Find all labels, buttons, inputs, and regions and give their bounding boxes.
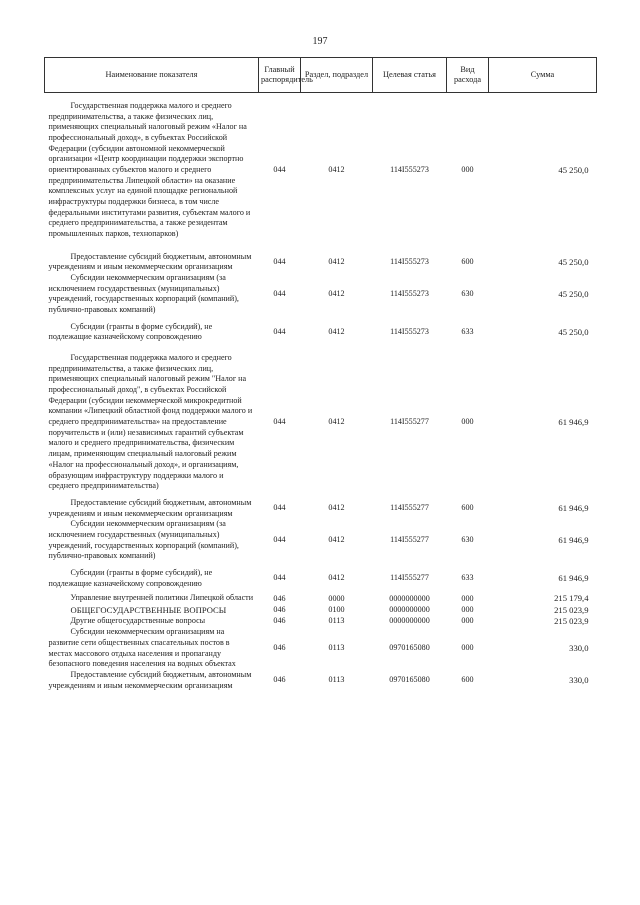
table-row <box>45 252 597 273</box>
row-section: 0113 <box>328 616 345 626</box>
row-section: 0412 <box>328 257 345 267</box>
row-target: 114I555273 <box>390 327 429 337</box>
row-admin: 044 <box>273 257 286 267</box>
row-target: 0970165080 <box>389 675 430 685</box>
table-row <box>45 627 597 670</box>
row-target: 114I555277 <box>390 573 429 583</box>
row-section: 0412 <box>328 327 345 337</box>
row-admin: 046 <box>273 604 286 614</box>
row-name: Субсидии некоммерческим организациям (за исключением государственных (муниципальных) учреждений, государственных корпораций (компаний), публично-правовых компаний) <box>48 519 239 561</box>
table-row <box>45 605 597 616</box>
row-section: 0412 <box>328 417 345 427</box>
row-amount: 61 946,9 <box>558 416 589 427</box>
table-row <box>45 593 597 604</box>
row-amount: 215 023,9 <box>554 604 589 615</box>
row-exp-type: 630 <box>461 535 474 545</box>
table-row <box>45 519 597 562</box>
row-amount: 330,0 <box>569 674 589 685</box>
row-exp-type: 600 <box>461 257 474 267</box>
row-admin: 044 <box>273 327 286 337</box>
row-name: Другие общегосударственные вопросы <box>70 615 206 625</box>
row-admin: 046 <box>273 643 286 653</box>
row-amount: 61 946,9 <box>558 502 589 513</box>
row-section: 0412 <box>328 503 345 513</box>
row-admin: 046 <box>273 675 286 685</box>
row-admin: 046 <box>273 616 286 626</box>
row-section: 0113 <box>328 643 345 653</box>
row-name: Предоставление субсидий бюджетным, автономным учреждениям и иным некоммерческим организациям <box>48 251 252 272</box>
row-amount: 330,0 <box>569 642 589 653</box>
row-target: 114I555273 <box>390 257 429 267</box>
row-target: 0000000000 <box>389 604 430 614</box>
row-name: Государственная поддержка малого и среднего предпринимательства, а также физических лиц, применяющих специальный налоговый режим «Налог на профессиональный доход», в субъектах Российской Федерации (субсидии автономной некоммерческой организации «Центр координации поддержки экспортно ориентированных субъектов малого и среднего предпринимательства Липецкой области» на оказание комплексных услуг на единой площадке региональной инфраструктуры поддержки бизнеса, в том числе федеральными институтами развития, субъектам малого и среднего предпринимательства, а также резидентам промышленных парков, технопарков) <box>48 101 251 239</box>
row-amount: 61 946,9 <box>558 572 589 583</box>
row-admin: 044 <box>273 503 286 513</box>
row-section: 0100 <box>328 604 345 614</box>
row-exp-type: 633 <box>461 327 474 337</box>
row-name: Субсидии (гранты в форме субсидий), не подлежащие казначейскому сопровождению <box>48 567 213 588</box>
row-exp-type: 000 <box>461 643 474 653</box>
header-name: Наименование показателя <box>45 58 259 93</box>
row-target: 114I555273 <box>390 165 429 175</box>
row-amount: 45 250,0 <box>558 256 589 267</box>
row-admin: 044 <box>273 165 286 175</box>
row-admin: 044 <box>273 289 286 299</box>
row-target: 114I555273 <box>390 289 429 299</box>
row-target: 0970165080 <box>389 643 430 653</box>
table-row <box>45 568 597 589</box>
row-amount: 215 023,9 <box>554 615 589 626</box>
row-admin: 044 <box>273 417 286 427</box>
row-exp-type: 000 <box>461 593 474 603</box>
row-amount: 45 250,0 <box>558 326 589 337</box>
row-admin: 044 <box>273 573 286 583</box>
table-row <box>45 616 597 627</box>
row-target: 114I555277 <box>390 535 429 545</box>
row-name: Субсидии некоммерческим организациям на развитие сети общественных спасательных постов в местах массового отдыха населения и пропаганду безопасного поведения населения на водных объектах <box>48 627 236 669</box>
header-section: Раздел, подраздел <box>301 58 373 93</box>
row-exp-type: 000 <box>461 616 474 626</box>
row-name: Субсидии (гранты в форме субсидий), не подлежащие казначейскому сопровождению <box>48 321 213 342</box>
row-section: 0000 <box>328 593 345 603</box>
row-admin: 044 <box>273 535 286 545</box>
row-section: 0412 <box>328 573 345 583</box>
header-target: Целевая статья <box>373 58 447 93</box>
table-row <box>45 101 597 240</box>
row-amount: 45 250,0 <box>558 288 589 299</box>
row-amount: 215 179,4 <box>554 593 589 604</box>
header-exp-type: Вид расхода <box>447 58 489 93</box>
table-row <box>45 273 597 316</box>
row-admin: 046 <box>273 593 286 603</box>
row-exp-type: 000 <box>461 417 474 427</box>
row-section: 0113 <box>328 675 345 685</box>
row-amount: 61 946,9 <box>558 534 589 545</box>
row-target: 114I555277 <box>390 503 429 513</box>
row-exp-type: 633 <box>461 573 474 583</box>
row-amount: 45 250,0 <box>558 164 589 175</box>
row-name: ОБЩЕГОСУДАРСТВЕННЫЕ ВОПРОСЫ <box>70 604 227 615</box>
row-target: 0000000000 <box>389 593 430 603</box>
row-section: 0412 <box>328 535 345 545</box>
row-name: Управление внутренней политики Липецкой области <box>70 593 254 603</box>
row-exp-type: 600 <box>461 503 474 513</box>
row-exp-type: 000 <box>461 604 474 614</box>
row-target: 114I555277 <box>390 417 429 427</box>
row-exp-type: 000 <box>461 165 474 175</box>
row-section: 0412 <box>328 165 345 175</box>
row-name: Государственная поддержка малого и среднего предпринимательства, а также физических лиц, применяющих специальный налоговый режим "Налог на профессиональный доход", в субъектах Российской Федерации (субсидии некоммерческой микрокредитной компании «Липецкий областной фонд поддержки малого и среднего предпринимательства» на предоставление поручительств и (или) независимых гарантий субъектам малого и среднего предпринимательства, физическим лицам, применяющим специальный налоговый режим «Налог на профессиональный доход», и организациям, образующим инфраструктуру поддержки малого и среднего предпринимательства) <box>48 353 253 491</box>
table-row <box>45 322 597 343</box>
row-name: Субсидии некоммерческим организациям (за исключением государственных (муниципальных) учреждений, государственных корпораций (компаний), публично-правовых компаний) <box>48 273 239 315</box>
row-exp-type: 600 <box>461 675 474 685</box>
header-amount: Сумма <box>489 58 597 93</box>
row-name: Предоставление субсидий бюджетным, автономным учреждениям и иным некоммерческим организациям <box>48 669 252 690</box>
table-row <box>45 353 597 492</box>
page-number: 197 <box>312 36 328 47</box>
table-row <box>45 670 597 691</box>
row-name: Предоставление субсидий бюджетным, автономным учреждениям и иным некоммерческим организациям <box>48 497 252 518</box>
table-row <box>45 498 597 519</box>
header-admin: Главный распорядитель <box>259 58 301 93</box>
row-section: 0412 <box>328 289 345 299</box>
budget-table <box>44 57 597 691</box>
row-target: 0000000000 <box>389 616 430 626</box>
table-header-row <box>45 58 597 93</box>
row-exp-type: 630 <box>461 289 474 299</box>
